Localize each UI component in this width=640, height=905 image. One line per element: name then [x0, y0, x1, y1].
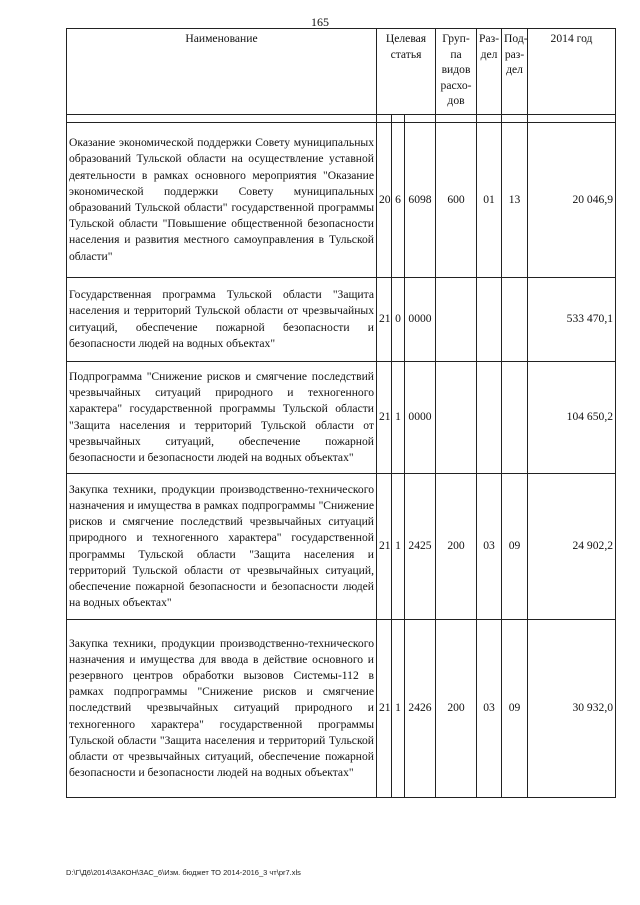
- row-amount: 20 046,9: [528, 123, 616, 278]
- table-row: [67, 278, 616, 362]
- table-row: [67, 123, 616, 278]
- row-subsection: 09: [502, 620, 528, 798]
- table-row: [67, 620, 616, 798]
- table-row: [67, 362, 616, 474]
- header-target-article: Целевая статья: [377, 29, 436, 115]
- row-target-article-2: 6: [392, 123, 405, 278]
- table-header-row: [67, 29, 616, 115]
- row-target-article-1: 21: [377, 278, 392, 362]
- row-name: Закупка техники, продукции производственно-технического назначения и имущества для ввода в действие основного и резервного центров обработки вызовов Системы-112 в рамках подпрограммы "Снижение рисков и смягчение последствий чрезвычайных ситуаций природного и техногенного характера" государственной программы Тульской области "Защита населения и территорий Тульской области от чрезвычайных ситуаций, обеспечение пожарной безопасности и безопасности людей на водных объектах": [67, 620, 377, 798]
- row-subsection: [502, 362, 528, 474]
- row-target-article-2: 1: [392, 620, 405, 798]
- header-year: 2014 год: [528, 29, 616, 115]
- row-section: 01: [477, 123, 502, 278]
- row-expense-group: 200: [436, 474, 477, 620]
- row-name: Государственная программа Тульской области "Защита населения и территорий Тульской области от чрезвычайных ситуаций, обеспечение пожарной безопасности и безопасности людей на водных объектах": [67, 278, 377, 362]
- row-target-article-2: 1: [392, 362, 405, 474]
- row-amount: 24 902,2: [528, 474, 616, 620]
- header-expense-group: Груп-па видов расхо-дов: [436, 29, 477, 115]
- row-target-article-2: 1: [392, 474, 405, 620]
- row-name: Подпрограмма "Снижение рисков и смягчение последствий чрезвычайных ситуаций природного и техногенного характера" государственной программы Тульской области "Защита населения и территорий Тульской области от чрезвычайных ситуаций, обеспечение пожарной безопасности и безопасности людей на водных объектах": [67, 362, 377, 474]
- row-target-article-3: 0000: [405, 362, 436, 474]
- header-spacer-cell: [528, 115, 616, 123]
- header-spacer-cell: [377, 115, 392, 123]
- budget-table: [66, 28, 616, 798]
- row-subsection: 13: [502, 123, 528, 278]
- row-target-article-3: 0000: [405, 278, 436, 362]
- header-spacer-cell: [405, 115, 436, 123]
- header-section: Раз-дел: [477, 29, 502, 115]
- row-expense-group: [436, 278, 477, 362]
- header-spacer-cell: [392, 115, 405, 123]
- row-target-article-3: 2425: [405, 474, 436, 620]
- row-amount: 30 932,0: [528, 620, 616, 798]
- row-target-article-3: 6098: [405, 123, 436, 278]
- row-amount: 104 650,2: [528, 362, 616, 474]
- file-path-footer: D:\Г\Д6\2014\ЗАКОН\ЗАС_6\Изм. бюджет ТО 2014-2016_3 чт\pr7.xls: [66, 868, 301, 877]
- row-section: 03: [477, 620, 502, 798]
- row-target-article-1: 21: [377, 362, 392, 474]
- row-name: Оказание экономической поддержки Совету муниципальных образований Тульской области на осуществление уставной деятельности в рамках основного мероприятия "Оказание экономической поддержки Совету муниципальных образований Тульской области" государственной программы Тульской области "Повышение общественной безопасности населения и развития местного самоуправления в Тульской области": [67, 123, 377, 278]
- header-subsection: Под-раз-дел: [502, 29, 528, 115]
- row-section: [477, 278, 502, 362]
- row-subsection: [502, 278, 528, 362]
- row-target-article-1: 21: [377, 620, 392, 798]
- row-target-article-1: 21: [377, 474, 392, 620]
- header-spacer-cell: [67, 115, 377, 123]
- header-spacer-cell: [477, 115, 502, 123]
- row-section: 03: [477, 474, 502, 620]
- row-section: [477, 362, 502, 474]
- row-expense-group: [436, 362, 477, 474]
- row-target-article-1: 20: [377, 123, 392, 278]
- row-amount: 533 470,1: [528, 278, 616, 362]
- row-expense-group: 200: [436, 620, 477, 798]
- page-number: 165: [311, 15, 329, 29]
- header-spacer-cell: [502, 115, 528, 123]
- row-target-article-3: 2426: [405, 620, 436, 798]
- row-name: Закупка техники, продукции производственно-технического назначения и имущества в рамках подпрограммы "Снижение рисков и смягчение последствий чрезвычайных ситуаций природного и техногенного характера" государственной программы Тульской области "Защита населения и территорий Тульской области от чрезвычайных ситуаций, обеспечение пожарной безопасности и безопасности людей на водных объектах": [67, 474, 377, 620]
- row-expense-group: 600: [436, 123, 477, 278]
- table-row: [67, 474, 616, 620]
- row-subsection: 09: [502, 474, 528, 620]
- row-target-article-2: 0: [392, 278, 405, 362]
- table-header-spacer-row: [67, 115, 616, 123]
- table-body: [67, 123, 616, 798]
- header-spacer-cell: [436, 115, 477, 123]
- header-name: Наименование: [67, 29, 377, 115]
